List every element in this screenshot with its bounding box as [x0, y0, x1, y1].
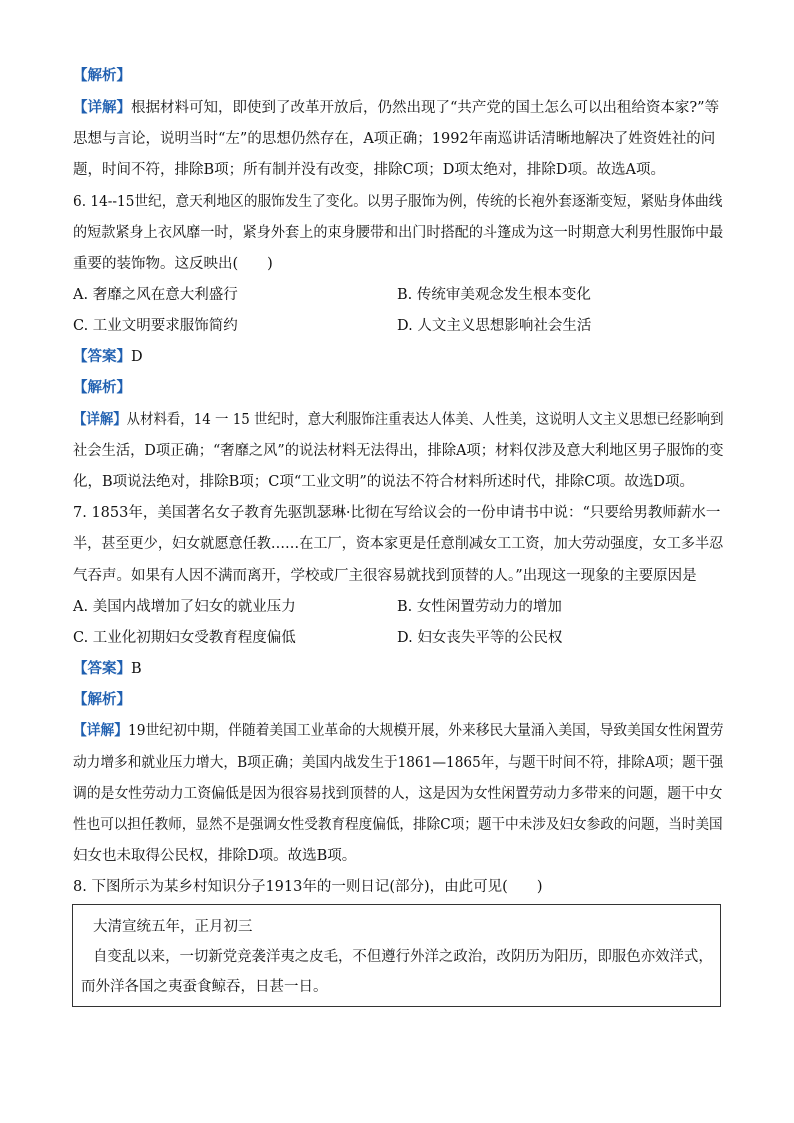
- q7-detail-line-5: 妇女也未取得公民权，排除D项。故选B项。: [73, 848, 357, 864]
- analysis-label: 【解析】: [73, 67, 131, 84]
- q6-stem-line-3: 重要的装饰物。这反映出( ): [73, 256, 273, 272]
- q5-detail-line-2: 思想与言论，说明当时“左”的思想仍然存在，A项正确；1992年南巡讲话清晰地解决了姓资姓社的问: [73, 131, 716, 147]
- q7-detail-line-3: 调的是女性劳动力工资偏低是因为很容易找到顶替的人，这是因为女性闲置劳动力多带来的问题，题干中女: [73, 786, 723, 802]
- q8-stem: 8. 下图所示为某乡村知识分子1913年的一则日记(部分)，由此可见( ): [73, 879, 543, 895]
- q7-detail-line-1: 【详解】19世纪初中期，伴随着美国工业革命的大规模开展，外来移民大量涌入美国，导致美国女性闲置劳: [73, 722, 724, 739]
- q6-analysis-label: 【解析】: [73, 379, 131, 396]
- q6-stem-line-2: 的短款紧身上衣风靡一时，紧身外套上的束身腰带和出门时搭配的斗篷成为这一时期意大利男性服饰中最: [73, 225, 724, 241]
- diary-line-2: 而外洋各国之夷蚕食鲸吞，日甚一日。: [81, 979, 328, 995]
- q6-detail-line-2: 社会生活，D项正确；“奢靡之风”的说法材料无法得出，排除A项；材料仅涉及意大利地区男子服饰的变: [73, 443, 724, 459]
- diary-quote-box: [72, 904, 721, 1007]
- diary-line-1: 自变乱以来，一切新党竞袭洋夷之皮毛，不但遵行外洋之政治，改阴历为阳历，即服色亦效洋式，: [93, 949, 713, 965]
- q6-option-b: B. 传统审美观念发生根本变化: [397, 287, 591, 303]
- q7-stem-line-1: 7. 1853年，美国著名女子教育先驱凯瑟琳·比彻在写给议会的一份申请书中说：“只要给男教师薪水一: [73, 505, 721, 521]
- q6-answer: 【答案】D: [73, 348, 143, 365]
- q7-stem-line-2: 半，甚至更少，妇女就愿意任教……在工厂，资本家更是任意削减女工工资，加大劳动强度，女工多半忍: [73, 536, 724, 552]
- q6-option-a: A. 奢靡之风在意大利盛行: [73, 287, 238, 303]
- q6-stem-line-1: 6. 14--15世纪，意天利地区的服饰发生了变化。以男子服饰为例，传统的长袍外套逐渐变短，紧贴身体曲线: [73, 194, 723, 210]
- q7-analysis-label: 【解析】: [73, 691, 131, 708]
- diary-date: 大清宣统五年，正月初三: [93, 919, 253, 935]
- q7-option-c: C. 工业化初期妇女受教育程度偏低: [73, 630, 296, 646]
- q5-detail-line-1: 【详解】根据材料可知，即使到了改革开放后，仍然出现了“共产党的国土怎么可以出租给资本家?”等: [73, 99, 720, 116]
- q6-option-d: D. 人文主义思想影响社会生活: [397, 318, 592, 334]
- q7-answer: 【答案】B: [73, 660, 142, 677]
- q6-detail-line-1: 【详解】从材料看，14 一 15 世纪时，意大利服饰注重表达人体美、人性美，这说明人文主义思想已经影响到: [73, 411, 724, 428]
- q7-option-d: D. 妇女丧失平等的公民权: [397, 630, 563, 646]
- q7-option-b: B. 女性闲置劳动力的增加: [397, 599, 562, 615]
- q6-option-c: C. 工业文明要求服饰简约: [73, 318, 238, 334]
- q7-option-a: A. 美国内战增加了妇女的就业压力: [73, 599, 296, 615]
- q5-detail-line-3: 题，时间不符，排除B项；所有制并没有改变，排除C项；D项太绝对，排除D项。故选A项。: [73, 162, 665, 178]
- q7-detail-line-2: 动力增多和就业压力增大，B项正确；美国内战发生于1861—1865年，与题干时间不符，排除A项；题干强: [73, 755, 724, 771]
- q7-detail-line-4: 性也可以担任教师，显然不是强调女性受教育程度偏低，排除C项；题干中未涉及妇女参政的问题，当时美国: [73, 817, 723, 833]
- q6-detail-line-3: 化，B项说法绝对，排除B项；C项“工业文明”的说法不符合材料所述时代，排除C项。故选D项。: [73, 474, 694, 490]
- q7-stem-line-3: 气吞声。如果有人因不满而离开，学校或厂主很容易就找到顶替的人。”出现这一现象的主要原因是: [73, 568, 697, 584]
